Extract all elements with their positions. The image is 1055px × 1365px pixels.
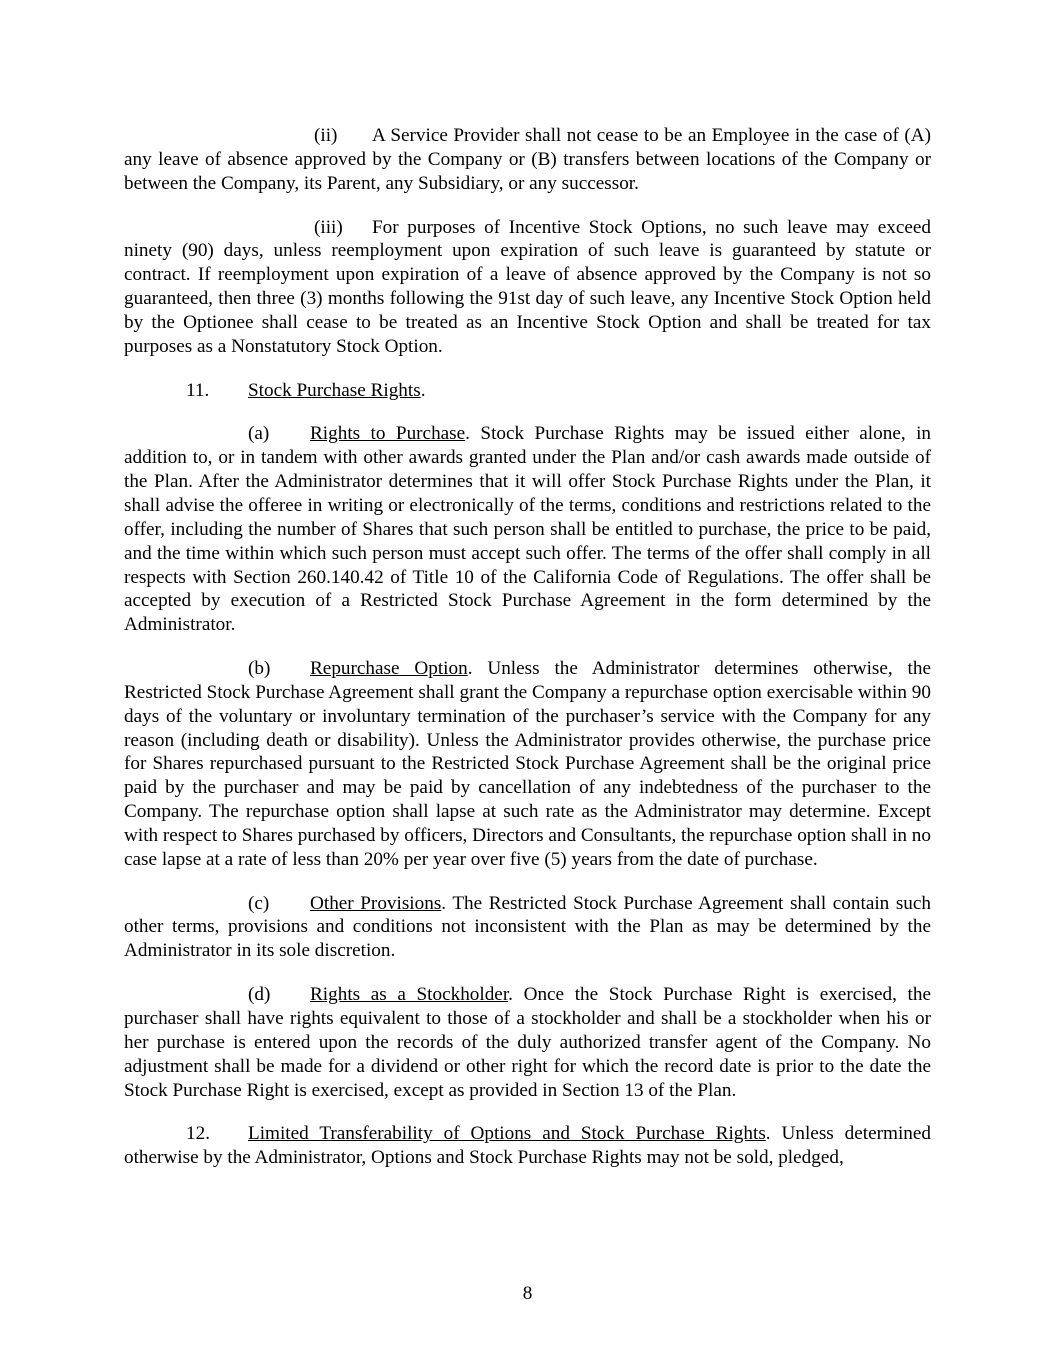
paragraph-number: (b) (248, 658, 271, 680)
paragraph-text: For purposes of Incentive Stock Options, no such leave may exceed ninety (90) days, unless reemployment upon expiration of such leave is guaranteed by statute or contract. If reemployment upon expiration of a leave of absence approved by the Company is not so guaranteed, then three (3) months following the 91st day of such leave, any Incentive Stock Option held by the Optionee shall cease to be treated as an Incentive Stock Option and shall be treated for tax purposes as a Nonstatutory Stock Option. (124, 216, 931, 357)
paragraph-text: . Unless determined otherwise by the Administrator, Options and Stock Purchase Rights may not be sold, pledged, (124, 1123, 931, 1169)
document-body (124, 124, 931, 1190)
section-12 (124, 1122, 931, 1170)
section-title-period: . (420, 379, 426, 401)
paragraph-a (124, 422, 931, 637)
paragraph-text: . Stock Purchase Rights may be issued either alone, in addition to, or in tandem with other awards granted under the Plan and/or cash awards made outside of the Plan. After the Administrator determines that it will offer Stock Purchase Rights under the Plan, it shall advise the offeree in writing or electronically of the terms, conditions and restrictions related to the offer, including the number of Shares that such person shall be entitled to purchase, the price to be paid, and the time within which such person must accept such offer. The terms of the offer shall comply in all respects with Section 260.140.42 of Title 10 of the California Code of Regulations. The offer shall be accepted by execution of a Restricted Stock Purchase Agreement in the form determined by the Administrator. (124, 423, 931, 636)
paragraph-number: (d) (248, 984, 271, 1006)
paragraph-text: . Unless the Administrator determines otherwise, the Restricted Stock Purchase Agreement shall grant the Company a repurchase option exercisable within 90 days of the voluntary or involuntary termination of the purchaser’s service with the Company for any reason (including death or disability). Unless the Administrator provides otherwise, the purchase price for Shares repurchased pursuant to the Restricted Stock Purchase Agreement shall be the original price paid by the purchaser and may be paid by cancellation of any indebtedness of the purchaser to the Company. The repurchase option shall lapse at such rate as the Administrator may determine. Except with respect to Shares purchased by officers, Directors and Consultants, the repurchase option shall in no case lapse at a rate of less than 20% per year over five (5) years from the date of purchase. (124, 658, 931, 870)
paragraph-iii (124, 216, 931, 359)
paragraph-text: . Once the Stock Purchase Right is exercised, the purchaser shall have rights equivalent to those of a stockholder and shall be a stockholder when his or her purchase is entered upon the records of the duly authorized transfer agent of the Company. No adjustment shall be made for a dividend or other right for which the record date is prior to the date the Stock Purchase Right is exercised, except as provided in Section 13 of the Plan. (124, 984, 931, 1101)
paragraph-number: (c) (248, 892, 270, 914)
section-number: 11. (186, 379, 210, 401)
paragraph-b (124, 657, 931, 872)
paragraph-ii (124, 124, 931, 196)
paragraph-text: . The Restricted Stock Purchase Agreement shall contain such other terms, provisions and conditions not inconsistent with the Plan as may be determined by the Administrator in its sole discretion. (124, 892, 931, 962)
paragraph-heading: Rights to Purchase (310, 423, 466, 445)
paragraph-heading: Rights as a Stockholder (310, 984, 509, 1006)
section-title: Limited Transferability of Options and Stock Purchase Rights (248, 1123, 766, 1145)
paragraph-text: A Service Provider shall not cease to be an Employee in the case of (A) any leave of absence approved by the Company or (B) transfers between locations of the Company or between the Company, its Parent, any Subsidiary, or any successor. (124, 125, 931, 194)
paragraph-number: (ii) (314, 125, 338, 146)
section-11-heading (124, 379, 931, 403)
section-number: 12. (186, 1123, 210, 1145)
paragraph-number: (iii) (314, 216, 343, 238)
paragraph-heading: Other Provisions (310, 892, 442, 914)
paragraph-number: (a) (248, 423, 270, 445)
paragraph-c (124, 892, 931, 964)
page-number: 8 (522, 1283, 533, 1304)
paragraph-heading: Repurchase Option (310, 658, 468, 680)
section-title: Stock Purchase Rights (248, 379, 421, 401)
paragraph-d (124, 983, 931, 1102)
